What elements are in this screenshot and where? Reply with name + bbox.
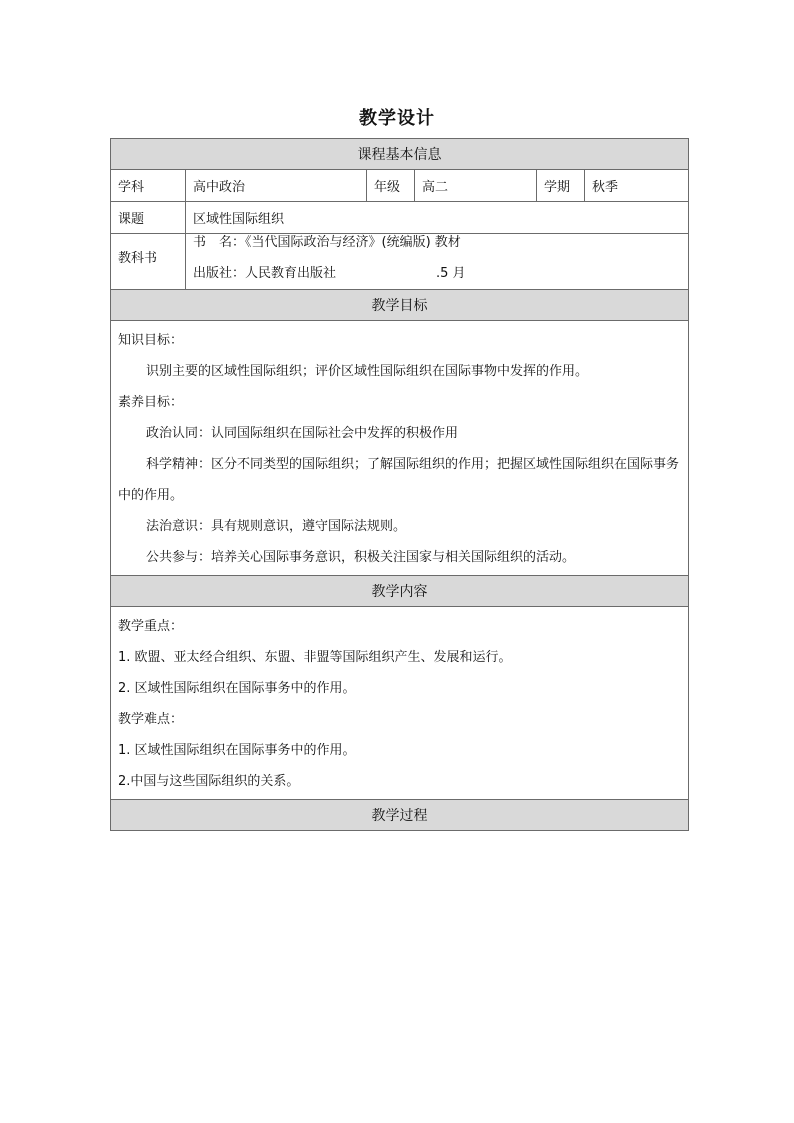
- goal-public: 公共参与：培养关心国际事务意识，积极关注国家与相关国际组织的活动。: [146, 550, 576, 565]
- grade-value: 高二: [415, 170, 537, 202]
- section-title-basic: 课程基本信息: [111, 139, 689, 170]
- publisher: 出版社：人民教育出版社: [193, 266, 337, 281]
- topic-label: 课题: [111, 202, 186, 234]
- section-header-content: [111, 576, 689, 607]
- difficult-point-item: 1. 区域性国际组织在国际事务中的作用。: [118, 743, 356, 758]
- goal-law: 法治意识：具有规则意识，遵守国际法规则。: [146, 519, 407, 534]
- publisher-line: [193, 265, 681, 289]
- textbook-label: [111, 234, 186, 290]
- goal-science: 科学精神：区分不同类型的国际组织；了解国际组织的作用；把握区域性国际组织在国际事务中的作用。: [118, 457, 680, 503]
- book-name: 书 名：《当代国际政治与经济》(统编版) 教材: [193, 235, 461, 250]
- textbook-info: [186, 234, 689, 290]
- key-point-item: 1. 欧盟、亚太经合组织、东盟、非盟等国际组织产生、发展和运行。: [118, 650, 512, 665]
- term-value: 秋季: [585, 170, 689, 202]
- section-header-goals: [111, 290, 689, 321]
- literacy-heading: 素养目标：: [118, 395, 184, 410]
- lesson-plan-table: [110, 138, 689, 831]
- goal-political: 政治认同：认同国际组织在国际社会中发挥的积极作用: [146, 426, 459, 441]
- section-header-process: [111, 800, 689, 831]
- subject-value: 高中政治: [186, 170, 367, 202]
- difficult-point-item: 2.中国与这些国际组织的关系。: [118, 774, 300, 789]
- goals-content: [111, 321, 689, 576]
- topic-row: [111, 202, 689, 234]
- teaching-content: [111, 607, 689, 800]
- textbook-row: [111, 234, 689, 290]
- goals-row: [111, 321, 689, 576]
- document-title: 教学设计: [359, 108, 435, 129]
- section-title-content: 教学内容: [111, 576, 689, 607]
- section-header-basic: [111, 139, 689, 170]
- section-title-process: 教学过程: [111, 800, 689, 831]
- key-points-heading: 教学重点：: [118, 619, 184, 634]
- subject-label: 学科: [111, 170, 186, 202]
- textbook-label-text: 教科书: [118, 250, 158, 266]
- section-title-goals: 教学目标: [111, 290, 689, 321]
- grade-label: 年级: [367, 170, 415, 202]
- content-row: [111, 607, 689, 800]
- knowledge-text: 识别主要的区域性国际组织；评价区域性国际组织在国际事物中发挥的作用。: [146, 364, 589, 379]
- publication-date: .5 月: [436, 266, 466, 281]
- term-label: 学期: [537, 170, 585, 202]
- knowledge-heading: 知识目标：: [118, 333, 184, 348]
- basic-info-row: [111, 170, 689, 202]
- difficult-points-heading: 教学难点：: [118, 712, 184, 727]
- topic-value: 区域性国际组织: [186, 202, 689, 234]
- key-point-item: 2. 区域性国际组织在国际事务中的作用。: [118, 681, 356, 696]
